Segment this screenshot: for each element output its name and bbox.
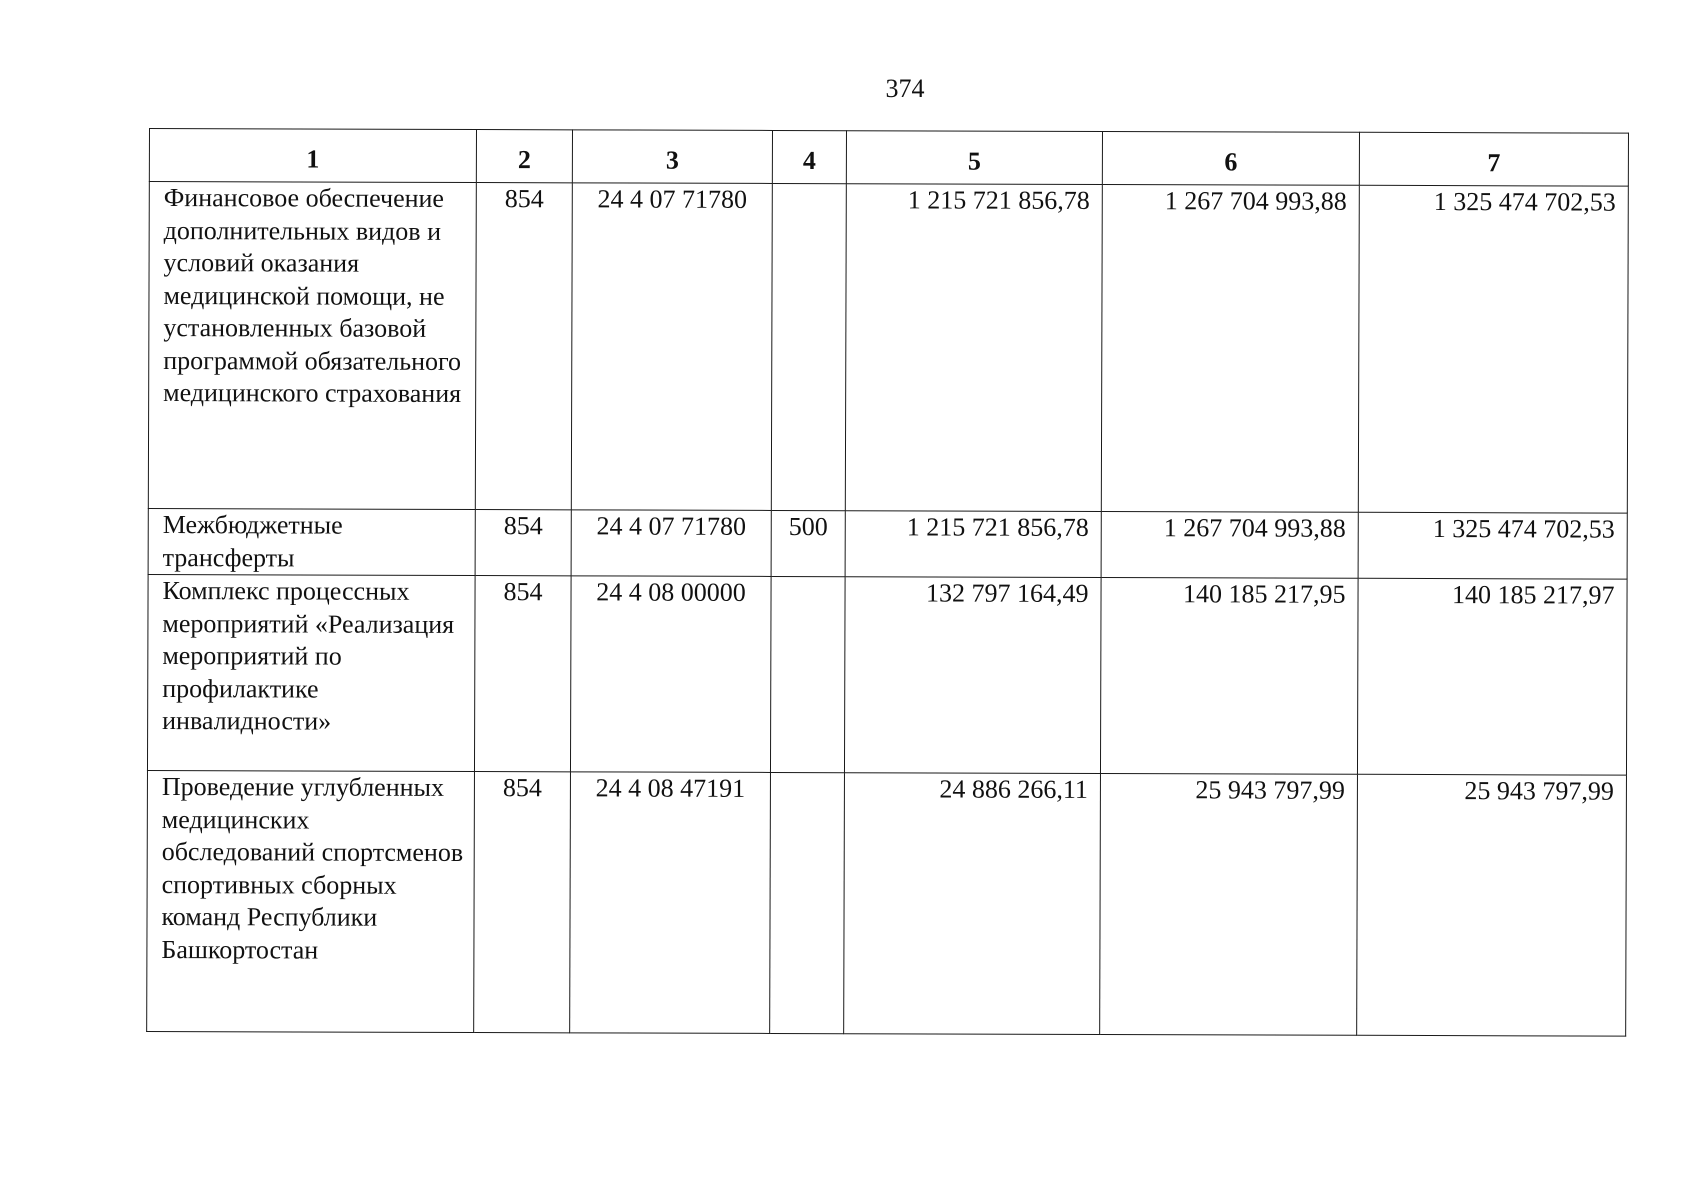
row-col6-cell: 140 185 217,95: [1100, 577, 1358, 774]
row-col2-cell: 854: [475, 183, 572, 510]
row-name-cell: Межбюджетные трансферты: [148, 508, 475, 575]
table-row: [147, 574, 1627, 775]
row-col3-cell: 24 4 08 00000: [570, 576, 771, 773]
page-number: 374: [885, 74, 925, 103]
row-col6-cell: 25 943 797,99: [1100, 773, 1358, 1035]
row-col3-cell: 24 4 08 47191: [570, 772, 771, 1034]
row-col7-cell: 25 943 797,99: [1357, 774, 1627, 1036]
budget-table: [146, 128, 1629, 1037]
table-row: [148, 508, 1627, 579]
row-col4-cell: [771, 183, 846, 510]
column-header-1: 1: [149, 129, 476, 183]
row-col2-cell: 854: [474, 772, 571, 1033]
table-row: [148, 182, 1628, 514]
row-name-cell: Проведение углубленных медицинских обследований спортсменов спортивных сборных команд Республики Башкортостан: [147, 770, 475, 1032]
row-col7-cell: 1 325 474 702,53: [1358, 185, 1628, 513]
row-col5-cell: 1 215 721 856,78: [845, 184, 1102, 512]
row-name-cell: Финансовое обеспечение дополнительных видов и условий оказания медицинской помощи, не установленных базовой программой обязательного медицинского страхования: [148, 182, 476, 510]
row-col5-cell: 1 215 721 856,78: [845, 511, 1101, 578]
row-col3-cell: 24 4 07 71780: [571, 183, 772, 511]
row-col7-cell: 1 325 474 702,53: [1358, 512, 1627, 579]
column-header-2: 2: [476, 130, 572, 183]
column-header-3: 3: [572, 130, 772, 184]
row-col4-cell: [770, 772, 845, 1033]
row-col3-cell: 24 4 07 71780: [571, 510, 771, 577]
column-header-5: 5: [846, 131, 1102, 185]
row-col2-cell: 854: [474, 576, 571, 772]
row-col6-cell: 1 267 704 993,88: [1101, 184, 1359, 512]
column-header-6: 6: [1102, 131, 1359, 185]
table-row: [147, 770, 1627, 1036]
column-header-7: 7: [1359, 132, 1628, 186]
row-col5-cell: 24 886 266,11: [844, 773, 1101, 1035]
row-col4-cell: 500: [771, 510, 845, 576]
table-header-row: [149, 129, 1628, 187]
row-col2-cell: 854: [475, 510, 571, 576]
row-col7-cell: 140 185 217,97: [1357, 578, 1627, 775]
row-col5-cell: 132 797 164,49: [844, 577, 1101, 774]
column-header-4: 4: [772, 130, 846, 183]
row-name-cell: Комплекс процессных мероприятий «Реализация мероприятий по профилактике инвалидности»: [147, 574, 475, 771]
row-col6-cell: 1 267 704 993,88: [1101, 511, 1358, 578]
budget-table-wrapper: [146, 128, 1629, 1037]
row-col4-cell: [770, 576, 845, 772]
